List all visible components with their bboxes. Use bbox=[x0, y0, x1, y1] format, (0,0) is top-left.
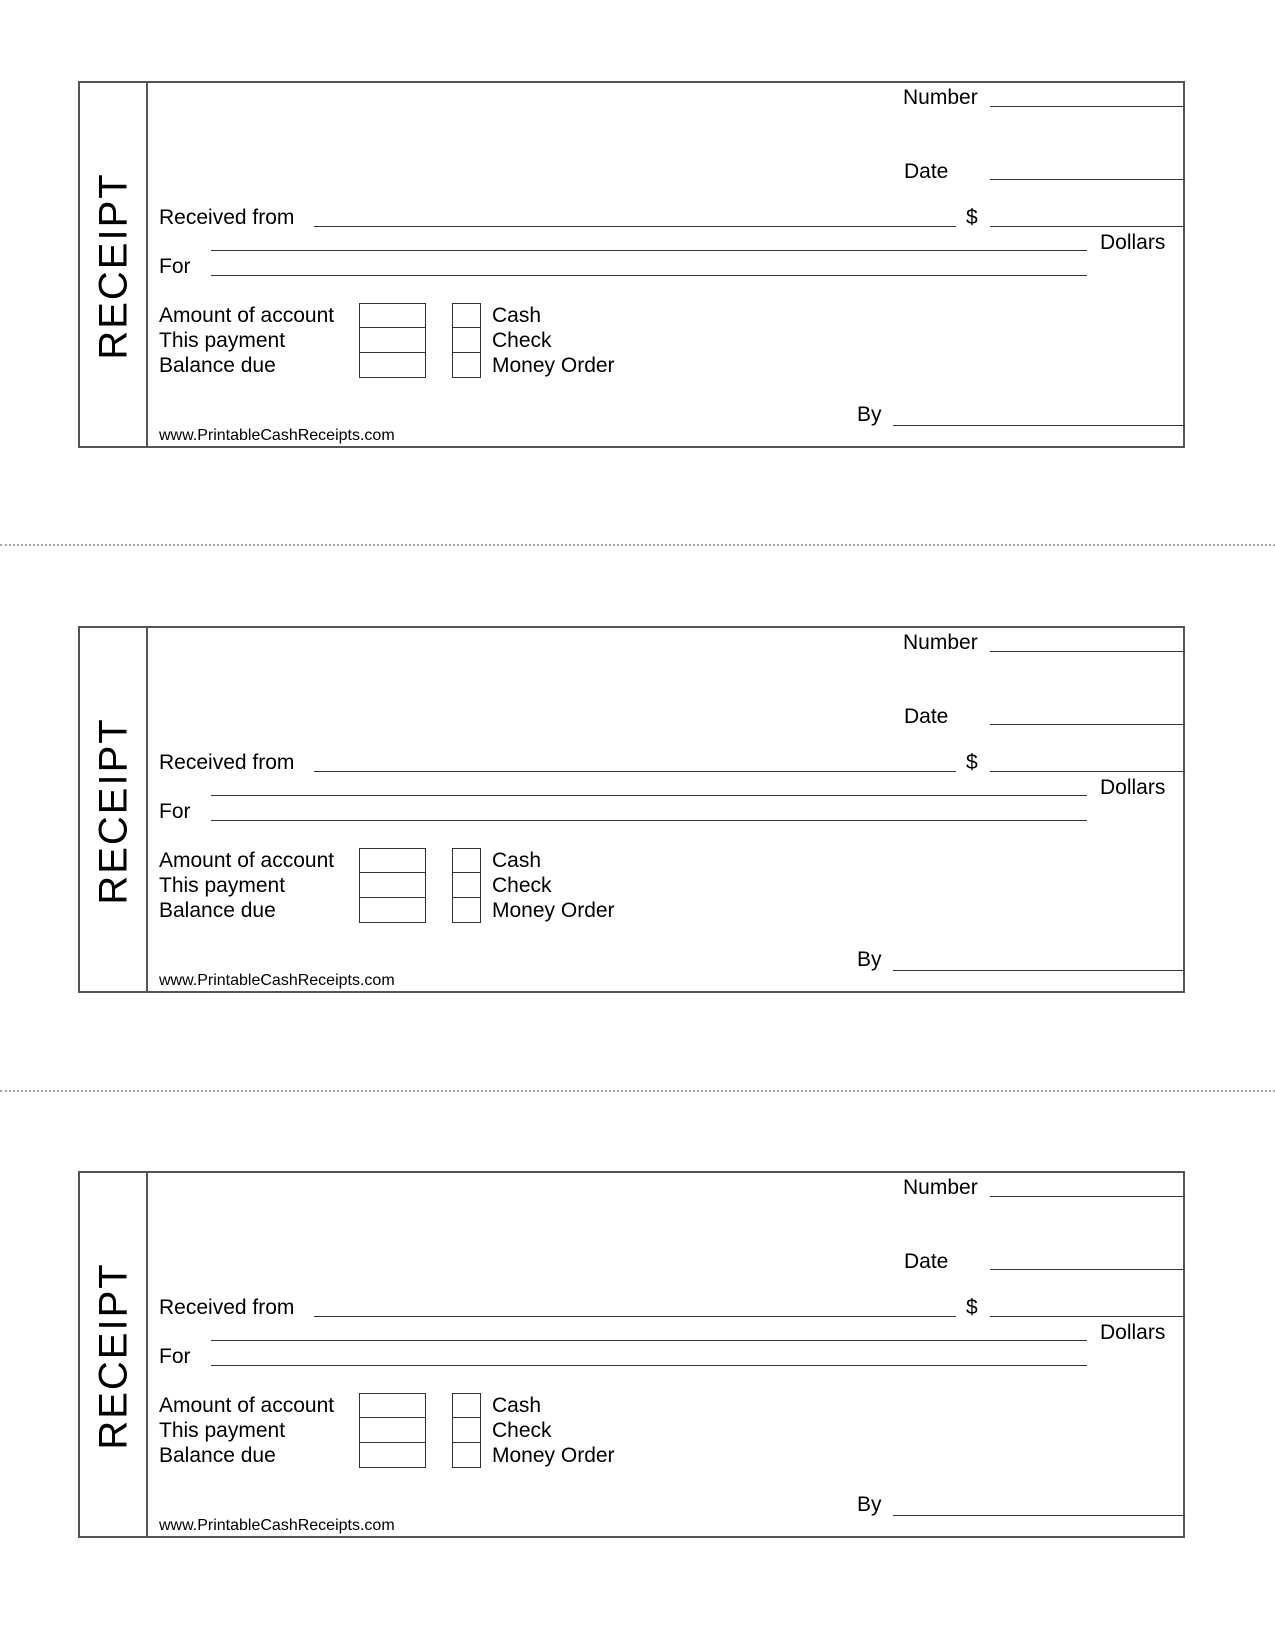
date-field[interactable] bbox=[990, 179, 1185, 180]
check-label: Check bbox=[492, 874, 552, 897]
received-from-label: Received from bbox=[159, 206, 295, 229]
number-label: Number bbox=[903, 86, 978, 109]
dollar-sign-label: $ bbox=[966, 1296, 978, 1319]
receipt-stub bbox=[80, 628, 148, 991]
receipt-stub bbox=[80, 1173, 148, 1536]
receipt-title: RECEIPT bbox=[91, 717, 136, 905]
this-payment-box[interactable] bbox=[359, 327, 426, 353]
for-field[interactable] bbox=[211, 1365, 1087, 1366]
amount-of-account-label: Amount of account bbox=[159, 1394, 335, 1417]
cash-checkbox[interactable] bbox=[452, 848, 481, 874]
cut-line-2 bbox=[0, 1090, 1275, 1092]
balance-due-label: Balance due bbox=[159, 899, 276, 922]
amount-field[interactable] bbox=[990, 771, 1185, 772]
received-from-field[interactable] bbox=[314, 1316, 956, 1317]
cash-checkbox[interactable] bbox=[452, 303, 481, 329]
check-checkbox[interactable] bbox=[452, 1417, 481, 1443]
this-payment-box[interactable] bbox=[359, 872, 426, 898]
amount-field[interactable] bbox=[990, 226, 1185, 227]
cash-label: Cash bbox=[492, 1394, 542, 1417]
received-from-field[interactable] bbox=[314, 226, 956, 227]
this-payment-label: This payment bbox=[159, 874, 286, 897]
money-order-label: Money Order bbox=[492, 354, 615, 377]
cash-checkbox[interactable] bbox=[452, 1393, 481, 1419]
amount-of-account-box[interactable] bbox=[359, 848, 426, 874]
date-label: Date bbox=[904, 705, 949, 728]
number-field[interactable] bbox=[990, 106, 1185, 107]
received-from-field[interactable] bbox=[314, 771, 956, 772]
dollars-label: Dollars bbox=[1100, 1321, 1166, 1344]
cut-line-1 bbox=[0, 544, 1275, 546]
balance-due-box[interactable] bbox=[359, 352, 426, 378]
balance-due-label: Balance due bbox=[159, 1444, 276, 1467]
receipt-2 bbox=[78, 626, 1185, 993]
balance-due-box[interactable] bbox=[359, 897, 426, 923]
number-field[interactable] bbox=[990, 1196, 1185, 1197]
amount-of-account-box[interactable] bbox=[359, 303, 426, 329]
check-checkbox[interactable] bbox=[452, 327, 481, 353]
amount-of-account-label: Amount of account bbox=[159, 849, 335, 872]
for-label: For bbox=[159, 1345, 191, 1368]
date-field[interactable] bbox=[990, 1269, 1185, 1270]
website-url: www.PrintableCashReceipts.com bbox=[159, 1517, 395, 1534]
receipt-1 bbox=[78, 81, 1185, 448]
check-label: Check bbox=[492, 329, 552, 352]
number-label: Number bbox=[903, 631, 978, 654]
amount-in-words-field[interactable] bbox=[211, 1340, 1087, 1341]
this-payment-label: This payment bbox=[159, 329, 286, 352]
date-field[interactable] bbox=[990, 724, 1185, 725]
cash-label: Cash bbox=[492, 304, 542, 327]
received-from-label: Received from bbox=[159, 751, 295, 774]
receipt-title: RECEIPT bbox=[91, 1262, 136, 1450]
website-url: www.PrintableCashReceipts.com bbox=[159, 972, 395, 989]
dollars-label: Dollars bbox=[1100, 231, 1166, 254]
cash-label: Cash bbox=[492, 849, 542, 872]
signature-field[interactable] bbox=[893, 425, 1185, 426]
amount-of-account-label: Amount of account bbox=[159, 304, 335, 327]
amount-in-words-field[interactable] bbox=[211, 250, 1087, 251]
amount-field[interactable] bbox=[990, 1316, 1185, 1317]
this-payment-label: This payment bbox=[159, 1419, 286, 1442]
for-label: For bbox=[159, 255, 191, 278]
check-label: Check bbox=[492, 1419, 552, 1442]
by-label: By bbox=[857, 948, 882, 971]
receipt-title: RECEIPT bbox=[91, 172, 136, 360]
receipt-stub bbox=[80, 83, 148, 446]
money-order-checkbox[interactable] bbox=[452, 897, 481, 923]
this-payment-box[interactable] bbox=[359, 1417, 426, 1443]
signature-field[interactable] bbox=[893, 1515, 1185, 1516]
money-order-checkbox[interactable] bbox=[452, 352, 481, 378]
dollar-sign-label: $ bbox=[966, 206, 978, 229]
money-order-checkbox[interactable] bbox=[452, 1442, 481, 1468]
date-label: Date bbox=[904, 1250, 949, 1273]
number-field[interactable] bbox=[990, 651, 1185, 652]
date-label: Date bbox=[904, 160, 949, 183]
for-label: For bbox=[159, 800, 191, 823]
dollar-sign-label: $ bbox=[966, 751, 978, 774]
for-field[interactable] bbox=[211, 275, 1087, 276]
balance-due-label: Balance due bbox=[159, 354, 276, 377]
by-label: By bbox=[857, 403, 882, 426]
received-from-label: Received from bbox=[159, 1296, 295, 1319]
money-order-label: Money Order bbox=[492, 1444, 615, 1467]
balance-due-box[interactable] bbox=[359, 1442, 426, 1468]
number-label: Number bbox=[903, 1176, 978, 1199]
signature-field[interactable] bbox=[893, 970, 1185, 971]
for-field[interactable] bbox=[211, 820, 1087, 821]
amount-in-words-field[interactable] bbox=[211, 795, 1087, 796]
receipt-3 bbox=[78, 1171, 1185, 1538]
website-url: www.PrintableCashReceipts.com bbox=[159, 427, 395, 444]
by-label: By bbox=[857, 1493, 882, 1516]
check-checkbox[interactable] bbox=[452, 872, 481, 898]
money-order-label: Money Order bbox=[492, 899, 615, 922]
amount-of-account-box[interactable] bbox=[359, 1393, 426, 1419]
dollars-label: Dollars bbox=[1100, 776, 1166, 799]
